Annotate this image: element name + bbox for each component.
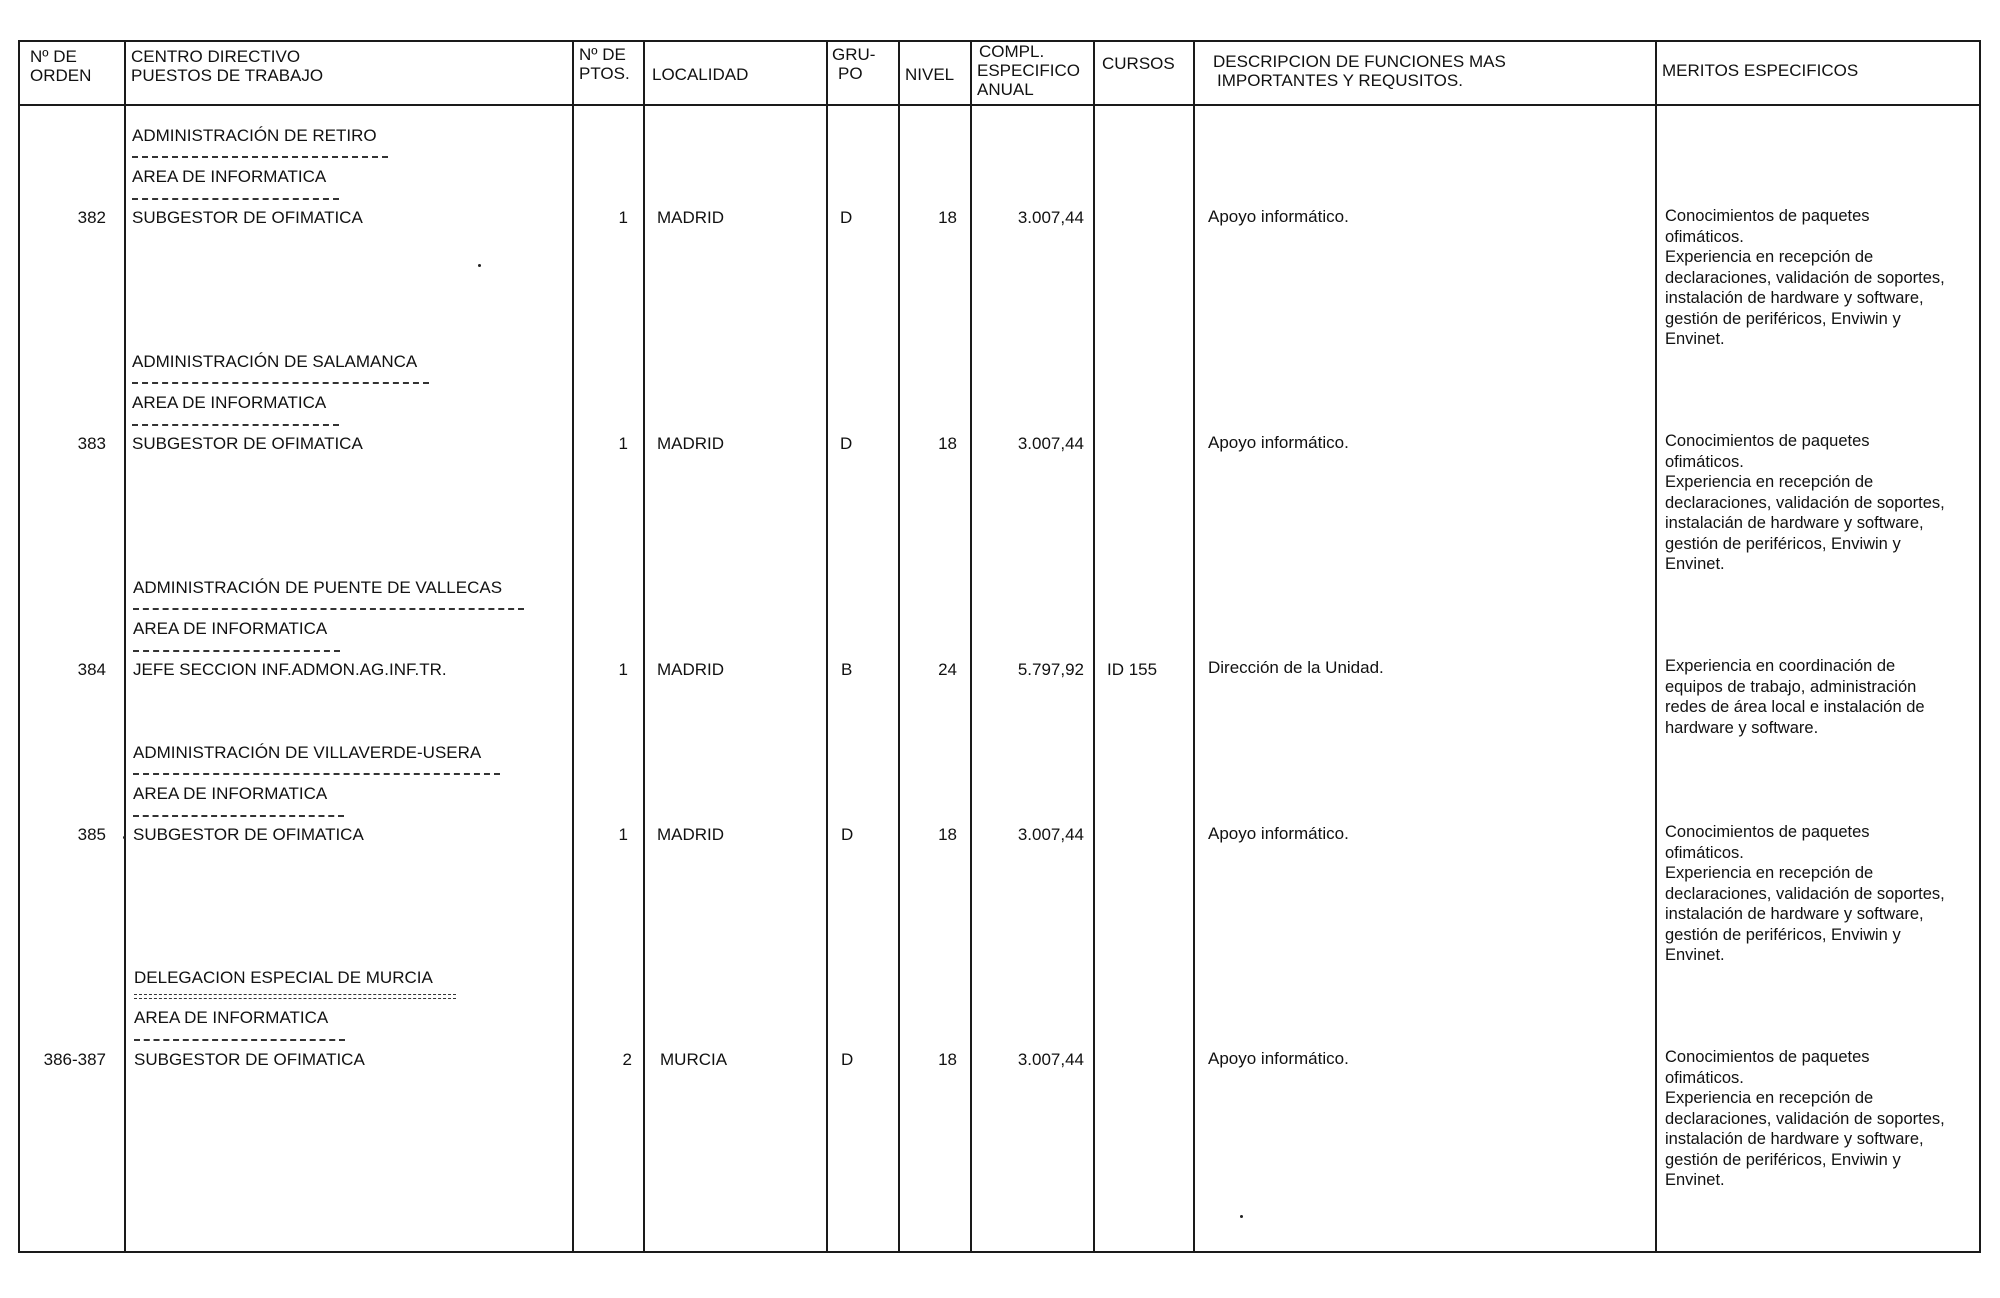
col-divider	[898, 40, 900, 1253]
localidad-value: MADRID	[657, 434, 725, 453]
header-orden: Nº DE ORDEN	[30, 47, 92, 85]
underline	[133, 773, 500, 775]
col-divider	[124, 40, 126, 1253]
table-bottom-border	[18, 1251, 1981, 1253]
underline	[133, 608, 524, 610]
underline	[133, 650, 340, 652]
compl-value: 3.007,44	[1017, 434, 1084, 453]
compl-value: 3.007,44	[1017, 208, 1084, 227]
localidad-value: MADRID	[657, 208, 725, 227]
centro-directivo: ADMINISTRACIÓN DE VILLAVERDE-USERA	[133, 743, 482, 762]
nivel-value: 18	[938, 825, 957, 844]
ptos-value: 1	[618, 825, 628, 844]
descripcion-value: Apoyo informático.	[1208, 1049, 1349, 1068]
centro-directivo: ADMINISTRACIÓN DE PUENTE DE VALLECAS	[133, 578, 503, 597]
nivel-value: 18	[938, 1050, 957, 1069]
puesto-trabajo: SUBGESTOR DE OFIMATICA	[134, 1050, 365, 1069]
localidad-value: MADRID	[657, 660, 725, 679]
underline	[132, 382, 429, 384]
underline	[132, 198, 339, 200]
header-centro: CENTRO DIRECTIVO PUESTOS DE TRABAJO	[131, 47, 324, 85]
header-ptos: Nº DE PTOS.	[579, 45, 630, 83]
stray-mark	[1240, 1215, 1243, 1218]
meritos-text: Experiencia en coordinación de equipos de trabajo, administración redes de área local e instalación de hardware y software.	[1665, 657, 1925, 737]
col-divider	[970, 40, 972, 1253]
area-label: AREA DE INFORMATICA	[133, 619, 328, 638]
grupo-value: D	[840, 208, 853, 227]
col-divider	[1193, 40, 1195, 1253]
cursos-value: ID 155	[1107, 660, 1158, 679]
localidad-value: MADRID	[657, 825, 725, 844]
header-grupo: GRU- PO	[832, 45, 876, 83]
header-nivel: NIVEL	[905, 65, 955, 84]
descripcion-value: Apoyo informático.	[1208, 824, 1349, 843]
col-divider	[1093, 40, 1095, 1253]
header-cursos: CURSOS	[1102, 54, 1175, 73]
underline	[134, 1039, 345, 1041]
col-divider	[18, 40, 20, 1253]
col-divider	[1979, 40, 1981, 1253]
area-label: AREA DE INFORMATICA	[132, 167, 327, 186]
ptos-value: 1	[618, 208, 628, 227]
meritos-text: Conocimientos de paquetes ofimáticos. Experiencia en recepción de declaraciones, validación de soportes, instalación de hardware y software, gestión de periféricos, Enviwin y Envinet.	[1665, 823, 1945, 964]
col-divider	[1655, 40, 1657, 1253]
compl-value: 3.007,44	[1017, 1050, 1084, 1069]
orden-number: 386-387	[43, 1050, 106, 1069]
centro-directivo: ADMINISTRACIÓN DE RETIRO	[132, 126, 377, 145]
header-bottom-border	[18, 104, 1981, 106]
grupo-value: B	[841, 660, 853, 679]
puesto-trabajo: SUBGESTOR DE OFIMATICA	[133, 825, 364, 844]
meritos-text: Conocimientos de paquetes ofimáticos. Experiencia en recepción de declaraciones, validación de soportes, instalación de hardware y software, gestión de periféricos, Enviwin y Envinet.	[1665, 1048, 1945, 1189]
compl-value: 3.007,44	[1017, 825, 1084, 844]
header-localidad: LOCALIDAD	[652, 65, 749, 84]
area-label: AREA DE INFORMATICA	[132, 393, 327, 412]
underline	[133, 815, 344, 817]
grupo-value: D	[841, 1050, 854, 1069]
descripcion-value: Dirección de la Unidad.	[1208, 658, 1384, 677]
centro-directivo: ADMINISTRACIÓN DE SALAMANCA	[132, 352, 418, 371]
stray-mark	[478, 264, 481, 267]
area-label: AREA DE INFORMATICA	[133, 784, 328, 803]
puesto-trabajo: SUBGESTOR DE OFIMATICA	[132, 208, 363, 227]
underline	[132, 424, 339, 426]
col-divider	[572, 40, 574, 1253]
orden-number: 384	[77, 660, 106, 679]
centro-directivo: DELEGACION ESPECIAL DE MURCIA	[134, 968, 433, 987]
stray-mark	[123, 836, 126, 839]
col-divider	[826, 40, 828, 1253]
meritos-text: Conocimientos de paquetes ofimáticos. Experiencia en recepción de declaraciones, validación de soportes, instalacián de hardware y software, gestión de periféricos, Enviwin y Envinet.	[1665, 432, 1945, 573]
area-label: AREA DE INFORMATICA	[134, 1008, 329, 1027]
orden-number: 385	[77, 825, 106, 844]
nivel-value: 18	[938, 434, 957, 453]
descripcion-value: Apoyo informático.	[1208, 433, 1349, 452]
puesto-trabajo: JEFE SECCION INF.ADMON.AG.INF.TR.	[133, 660, 447, 679]
grupo-value: D	[840, 434, 853, 453]
header-compl: COMPL. ESPECIFICO ANUAL	[977, 42, 1080, 99]
double-underline	[134, 994, 456, 999]
ptos-value: 2	[622, 1050, 632, 1069]
nivel-value: 18	[938, 208, 957, 227]
descripcion-value: Apoyo informático.	[1208, 207, 1349, 226]
grupo-value: D	[841, 825, 854, 844]
ptos-value: 1	[618, 660, 628, 679]
localidad-value: MURCIA	[660, 1050, 728, 1069]
header-descripcion: DESCRIPCION DE FUNCIONES MAS IMPORTANTES Y REQUSITOS.	[1213, 52, 1506, 90]
nivel-value: 24	[938, 660, 957, 679]
underline	[132, 156, 388, 158]
meritos-text: Conocimientos de paquetes ofimáticos. Experiencia en recepción de declaraciones, validación de soportes, instalación de hardware y software, gestión de periféricos, Enviwin y Envinet.	[1665, 207, 1945, 348]
ptos-value: 1	[618, 434, 628, 453]
col-divider	[643, 40, 645, 1253]
puesto-trabajo: SUBGESTOR DE OFIMATICA	[132, 434, 363, 453]
compl-value: 5.797,92	[1017, 660, 1084, 679]
header-meritos: MERITOS ESPECIFICOS	[1662, 61, 1859, 80]
orden-number: 382	[77, 208, 106, 227]
orden-number: 383	[77, 434, 106, 453]
